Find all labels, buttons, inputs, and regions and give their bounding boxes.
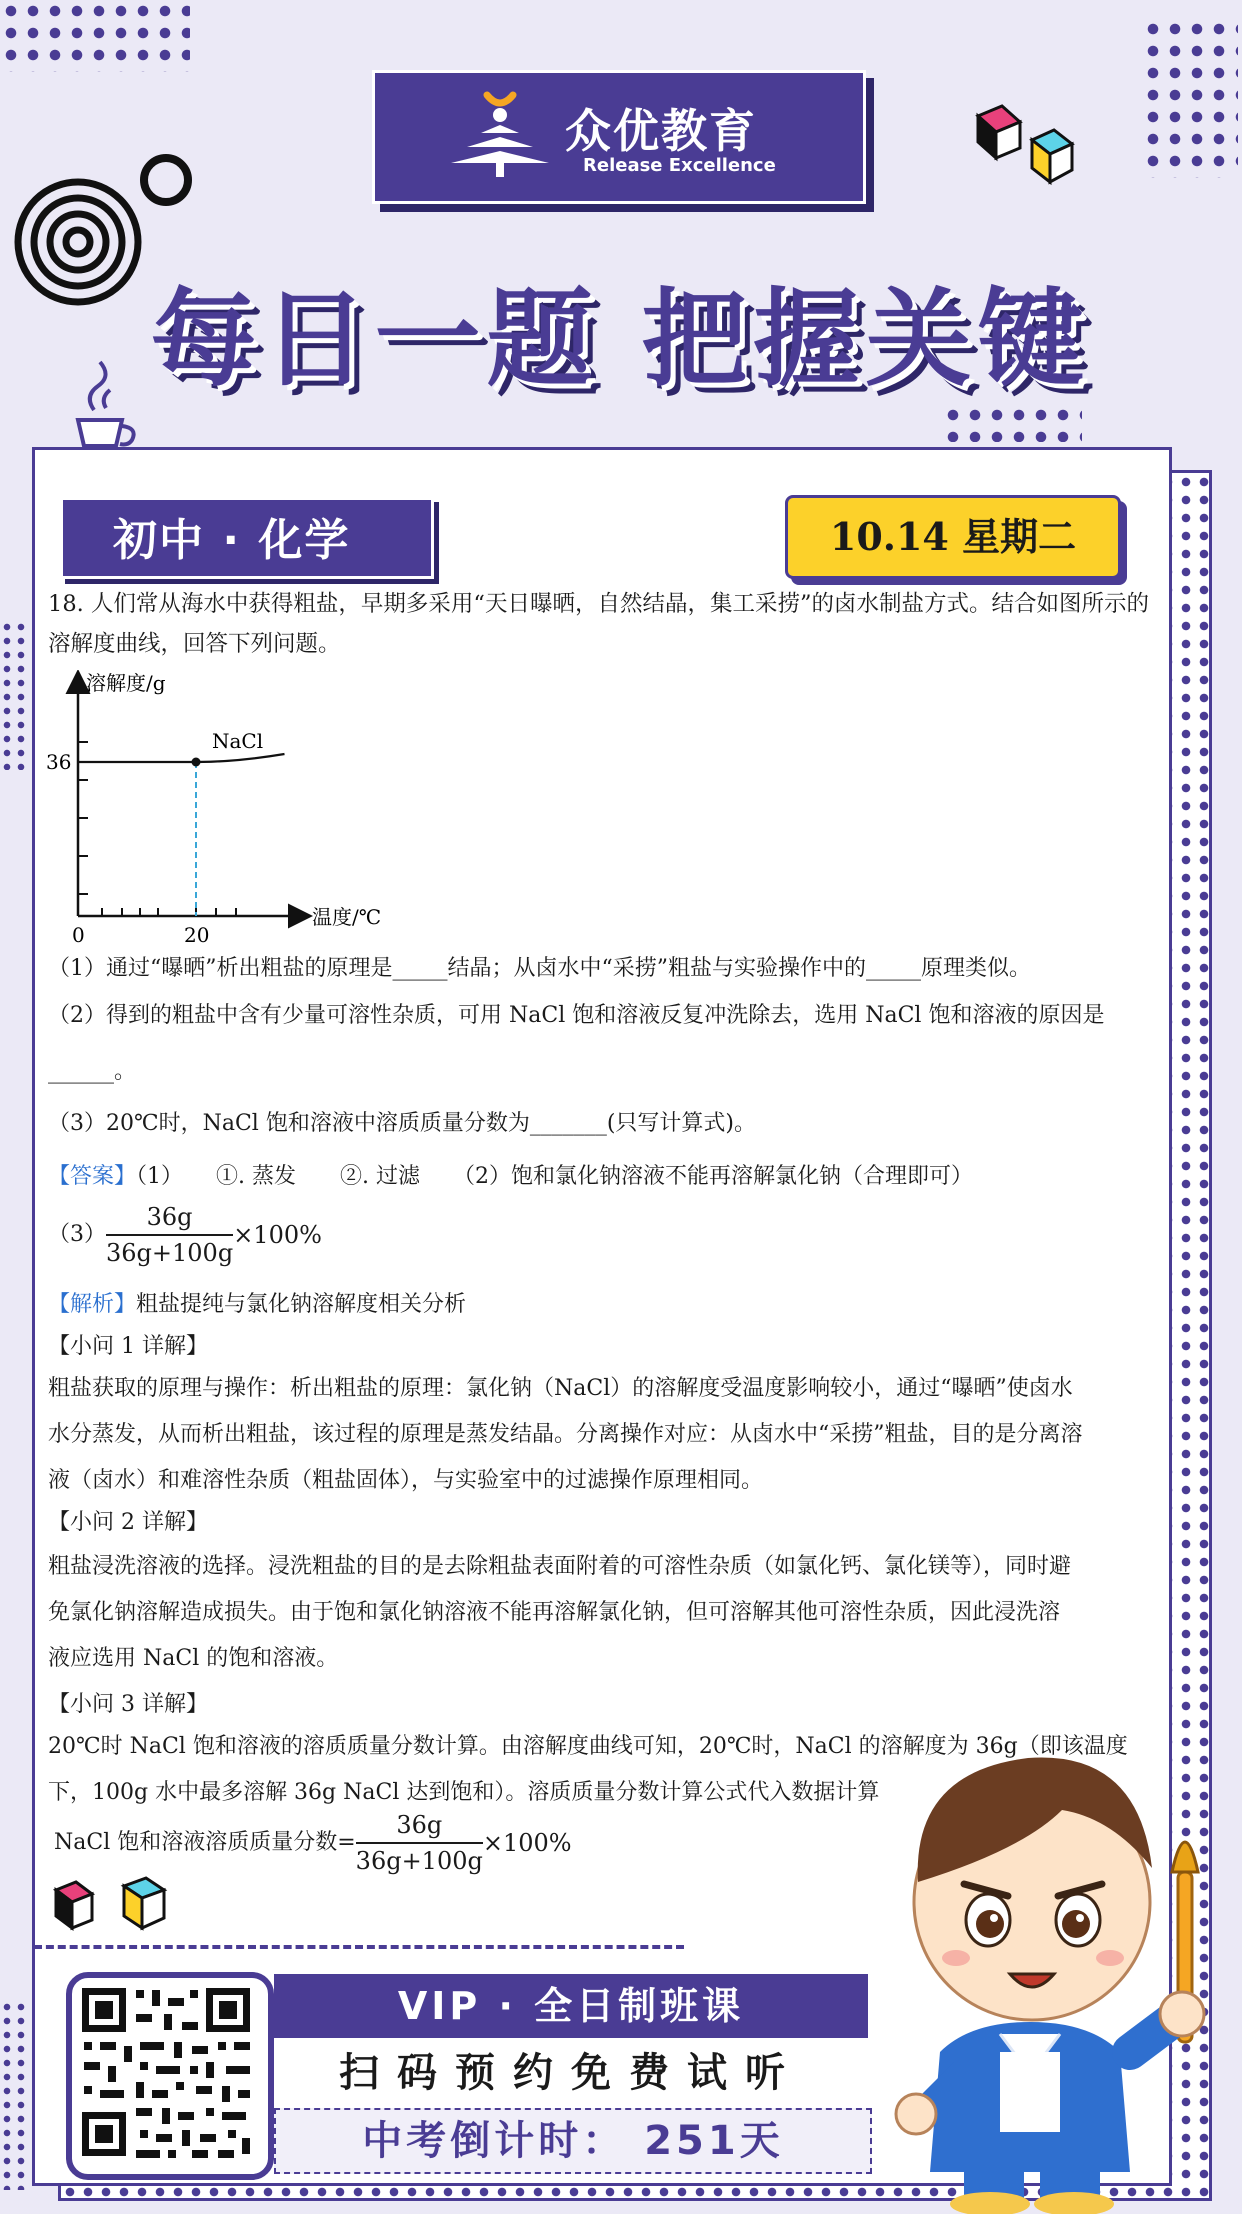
qr-code[interactable] [66,1972,274,2180]
answer-tag: 【答案】 [48,1164,137,1189]
nacl-curve [78,754,285,762]
answer-fraction-suffix: ×100% [233,1221,322,1249]
brand-name-cn: 众优教育 [565,104,757,158]
scan-prompt: 扫码预约免费试听 [339,2050,803,2096]
decor-dots-left [0,620,30,770]
answer-line-2 [48,1200,648,1270]
answer-fraction [106,1200,233,1270]
analysis-p3-line: 20℃时 NaCl 饱和溶液的溶质质量分数计算。由溶解度曲线可知，20℃时，NaCl 的溶解度为 36g（即该温度 [48,1734,1128,1759]
analysis-p1-line: 液（卤水）和难溶性杂质（粗盐固体），与实验室中的过滤操作原理相同。 [48,1468,764,1493]
question-part-2-blank: ______。 [48,1059,137,1084]
decor-dots-left-bottom [0,2000,30,2190]
question-stem: 18. 人们常从海水中获得粗盐，早期多采用“天日曝晒，自然结晶，集工采捞”的卤水制盐方式。结合如图所示的溶解度曲线，回答下列问题。 [48,591,1149,657]
analysis-tag: 【解析】 [48,1292,137,1317]
brand-mark-icon [445,89,555,185]
small-cubes-icon [50,1876,176,1940]
analysis-heading [48,1282,1162,1328]
vip-banner: VIP · 全日制班课 [274,1974,868,2038]
analysis-p2-line: 粗盐浸洗溶液的选择。浸洗粗盐的目的是去除粗盐表面附着的可溶性杂质（如氯化钙、氯化镁等），同时避 [48,1554,1072,1579]
bottom-separator [34,1945,684,1949]
decor-dots-top-right [1142,18,1238,178]
highlight-point [192,758,201,767]
y-ticks [78,742,88,894]
y-axis-label: 溶解度/g [86,671,166,695]
analysis-fraction [356,1808,483,1878]
question-part-1: （1）通过“曝晒”析出粗盐的原理是_____结晶；从卤水中“采捞”粗盐与实验操作中的_____原理类似。 [48,956,1031,981]
analysis-formula-prefix: NaCl 饱和溶液溶质质量分数= [54,1830,356,1855]
analysis-p2-line: 液应选用 NaCl 的饱和溶液。 [48,1646,339,1671]
analysis-p1-line: 粗盐获取的原理与操作：析出粗盐的原理：氯化钠（NaCl）的溶解度受温度影响较小，通过“曝晒”使卤水 [48,1376,1073,1401]
date-badge: 10.14 星期二 [785,495,1121,579]
brand-logo [372,70,866,204]
answer-line-1 [48,1154,1162,1200]
analysis-p3-line: 下，100g 水中最多溶解 36g NaCl 达到饱和）。溶质质量分数计算公式代入数据计算 [48,1780,880,1805]
analysis-fraction-numerator: 36g [356,1808,483,1844]
question-part-3: （3）20℃时，NaCl 饱和溶液中溶质质量分数为_______(只写计算式)。 [48,1111,756,1136]
decor-dots-top-left [0,0,190,72]
analysis-p1-line: 水分蒸发，从而析出粗盐，该过程的原理是蒸发结晶。分离操作对应：从卤水中“采捞”粗盐，目的是分离溶 [48,1422,1083,1447]
analysis-paragraph-2 [48,1544,1178,1682]
qr-code-icon [78,1984,262,2168]
answer-prefix-3: （3） [48,1222,106,1247]
analysis-subheading-3: 【小问 3 详解】 [48,1692,208,1717]
subject-label: 初中 · 化学 [60,497,434,579]
solubility-chart [40,670,420,950]
answer-text-1: （1） ①. 蒸发 ②. 过滤 （2）饱和氯化钠溶液不能再溶解氯化钠（合理即可） [136,1164,973,1189]
analysis-paragraph-1 [48,1366,1178,1504]
countdown-box: 中考倒计时： 251天 [274,2108,872,2174]
analysis-title: 粗盐提纯与氯化钠溶解度相关分析 [136,1292,467,1317]
analysis-subheading-1: 【小问 1 详解】 [48,1334,208,1359]
answer-fraction-numerator: 36g [106,1200,233,1236]
answer-fraction-denominator: 36g+100g [106,1239,234,1267]
series-label-nacl: NaCl [212,729,264,753]
analysis-p2-line: 免氯化钠溶解造成损失。由于饱和氯化钠溶液不能再溶解氯化钠，但可溶解其他可溶性杂质，因此浸洗溶 [48,1600,1061,1625]
analysis-fraction-denominator: 36g+100g [355,1847,483,1875]
coffee-cup-icon [58,350,148,450]
analysis-formula [54,1808,754,1878]
mascot-boy-icon [860,1752,1232,2214]
analysis-subheading-2: 【小问 2 详解】 [48,1510,208,1535]
y-tick-label-36: 36 [46,750,72,774]
brand-name-en: Release Excellence [583,155,776,176]
x-tick-label-0: 0 [72,923,85,947]
cubes-icon [968,98,1088,194]
x-axis-label: 温度/℃ [312,905,382,929]
analysis-fraction-suffix: ×100% [482,1829,572,1857]
slogan-title: 每日一题 把握关键 [150,278,1090,401]
decor-dots-mid-right [942,404,1082,442]
x-tick-label-20: 20 [184,923,210,947]
question-part-2: （2）得到的粗盐中含有少量可溶性杂质，可用 NaCl 饱和溶液反复冲洗除去，选用 NaCl 饱和溶液的原因是 [48,1003,1105,1028]
